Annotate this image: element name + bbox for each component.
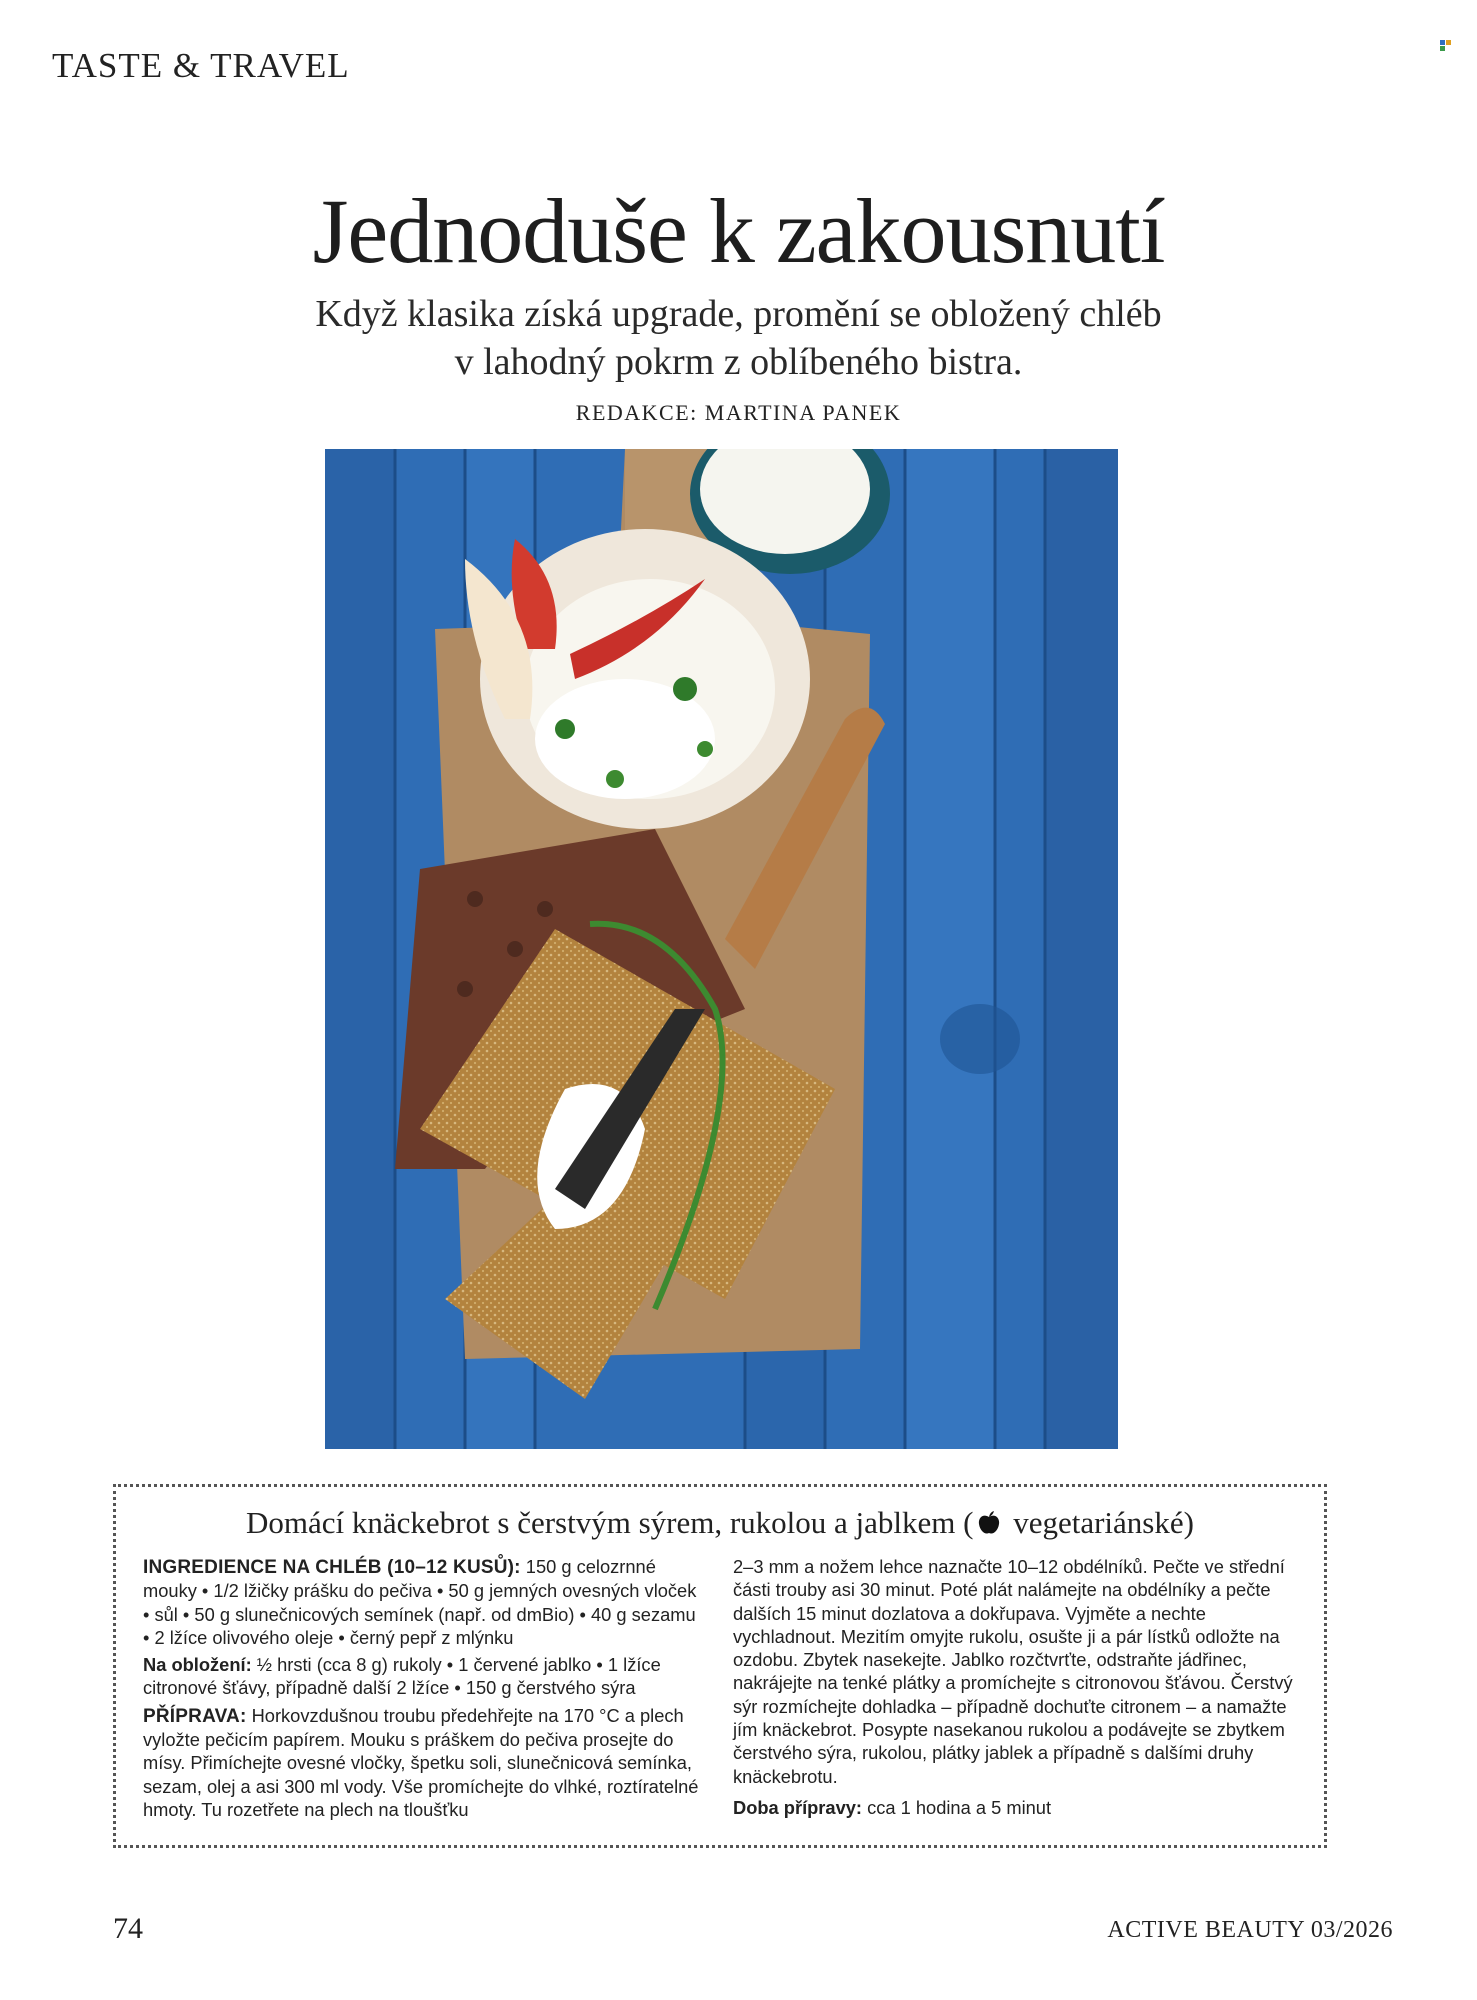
subtitle-line-1: Když klasika získá upgrade, promění se obložený chléb xyxy=(315,293,1162,335)
ingredients-heading: INGREDIENCE NA CHLÉB (10–12 KUSŮ): xyxy=(143,1557,521,1578)
apple-icon xyxy=(977,1510,1001,1536)
section-label: TASTE & TRAVEL xyxy=(52,46,350,85)
article-subtitle xyxy=(0,290,1477,386)
preparation-text-right: 2–3 mm a nožem lehce naznačte 10–12 obdélníků. Pečte ve střední části trouby asi 30 minut. Poté plát nalámejte na obdélníky a pečte dalších 15 minut dozlatova a dokřupava. Vyjměte a nechte vychladnout. Mezitím omyjte rukolu, osušte ji a pár lístků odložte na ozdobu. Zbytek nasekejte. Jablko rozčtvrťte, odstraňte jádřinec, nakrájejte na tenké plátky a promíchejte s citronovou šťávou. Čerstvý sýr rozmíchejte dohladka – případně dochuťte citronem – a namažte jím knäckebrot. Posypte nasekanou rukolou a podávejte se zbytkem čerstvého sýra, rukolou, plátky jablek a případně s dalšími druhy knäckebrotu. xyxy=(733,1556,1293,1787)
subtitle-line-2: v lahodný pokrm z oblíbeného bistra. xyxy=(454,341,1023,383)
recipe-title-text: Domácí knäckebrot s čerstvým sýrem, rukolou a jablkem ( xyxy=(246,1505,974,1540)
recipe-column-left xyxy=(143,1555,703,1825)
time-paragraph xyxy=(733,1796,1308,1819)
issue-label: ACTIVE BEAUTY 03/2026 xyxy=(1107,1917,1393,1943)
recipe-column-right xyxy=(733,1555,1308,1823)
topping-paragraph xyxy=(143,1653,703,1700)
article-title: Jednoduše k zakousnutí xyxy=(312,180,1165,282)
time-text: cca 1 hodina a 5 minut xyxy=(862,1796,1052,1818)
preparation-heading: PŘÍPRAVA: xyxy=(143,1705,247,1727)
preparation-text-left: Horkovzdušnou troubu předehřejte na 170 °C a plech vyložte pečicím papírem. Mouku s práškem do pečiva prosejte do mísy. Přimíchejte ovesné vločky, špetku soli, slunečnicová semínka, sezam, olej a asi 300 ml vody. Vše promíchejte do vlhké, roztíratelné hmoty. Tu rozetřete na plech na tloušťku xyxy=(143,1704,699,1820)
topping-text: ½ hrsti (cca 8 g) rukoly • 1 červené jablko • 1 lžíce citronové šťávy, případně další 2 lžíce • 150 g čerstvého sýra xyxy=(143,1654,661,1699)
recipe-title xyxy=(116,1505,1324,1541)
recipe-title-suffix: vegetariánské) xyxy=(1005,1505,1194,1540)
ingredients-paragraph xyxy=(143,1555,703,1649)
preparation-paragraph xyxy=(143,1704,703,1821)
byline: REDAKCE: MARTINA PANEK xyxy=(575,400,902,425)
food-photo-illustration xyxy=(325,449,1118,1449)
time-heading: Doba přípravy: xyxy=(733,1796,863,1818)
corner-logo-mark xyxy=(1440,40,1452,52)
recipe-box xyxy=(113,1484,1327,1848)
page-number: 74 xyxy=(113,1912,143,1945)
food-photo xyxy=(325,449,1118,1449)
topping-heading: Na obložení: xyxy=(143,1654,252,1676)
ingredients-text: 150 g celozrnné mouky • 1/2 lžičky prášku do pečiva • 50 g jemných ovesných vloček • sůl • 50 g slunečnicových semínek (např. od dmBio) • 40 g sezamu • 2 lžíce olivového oleje • černý pepř z mlýnku xyxy=(143,1556,697,1648)
